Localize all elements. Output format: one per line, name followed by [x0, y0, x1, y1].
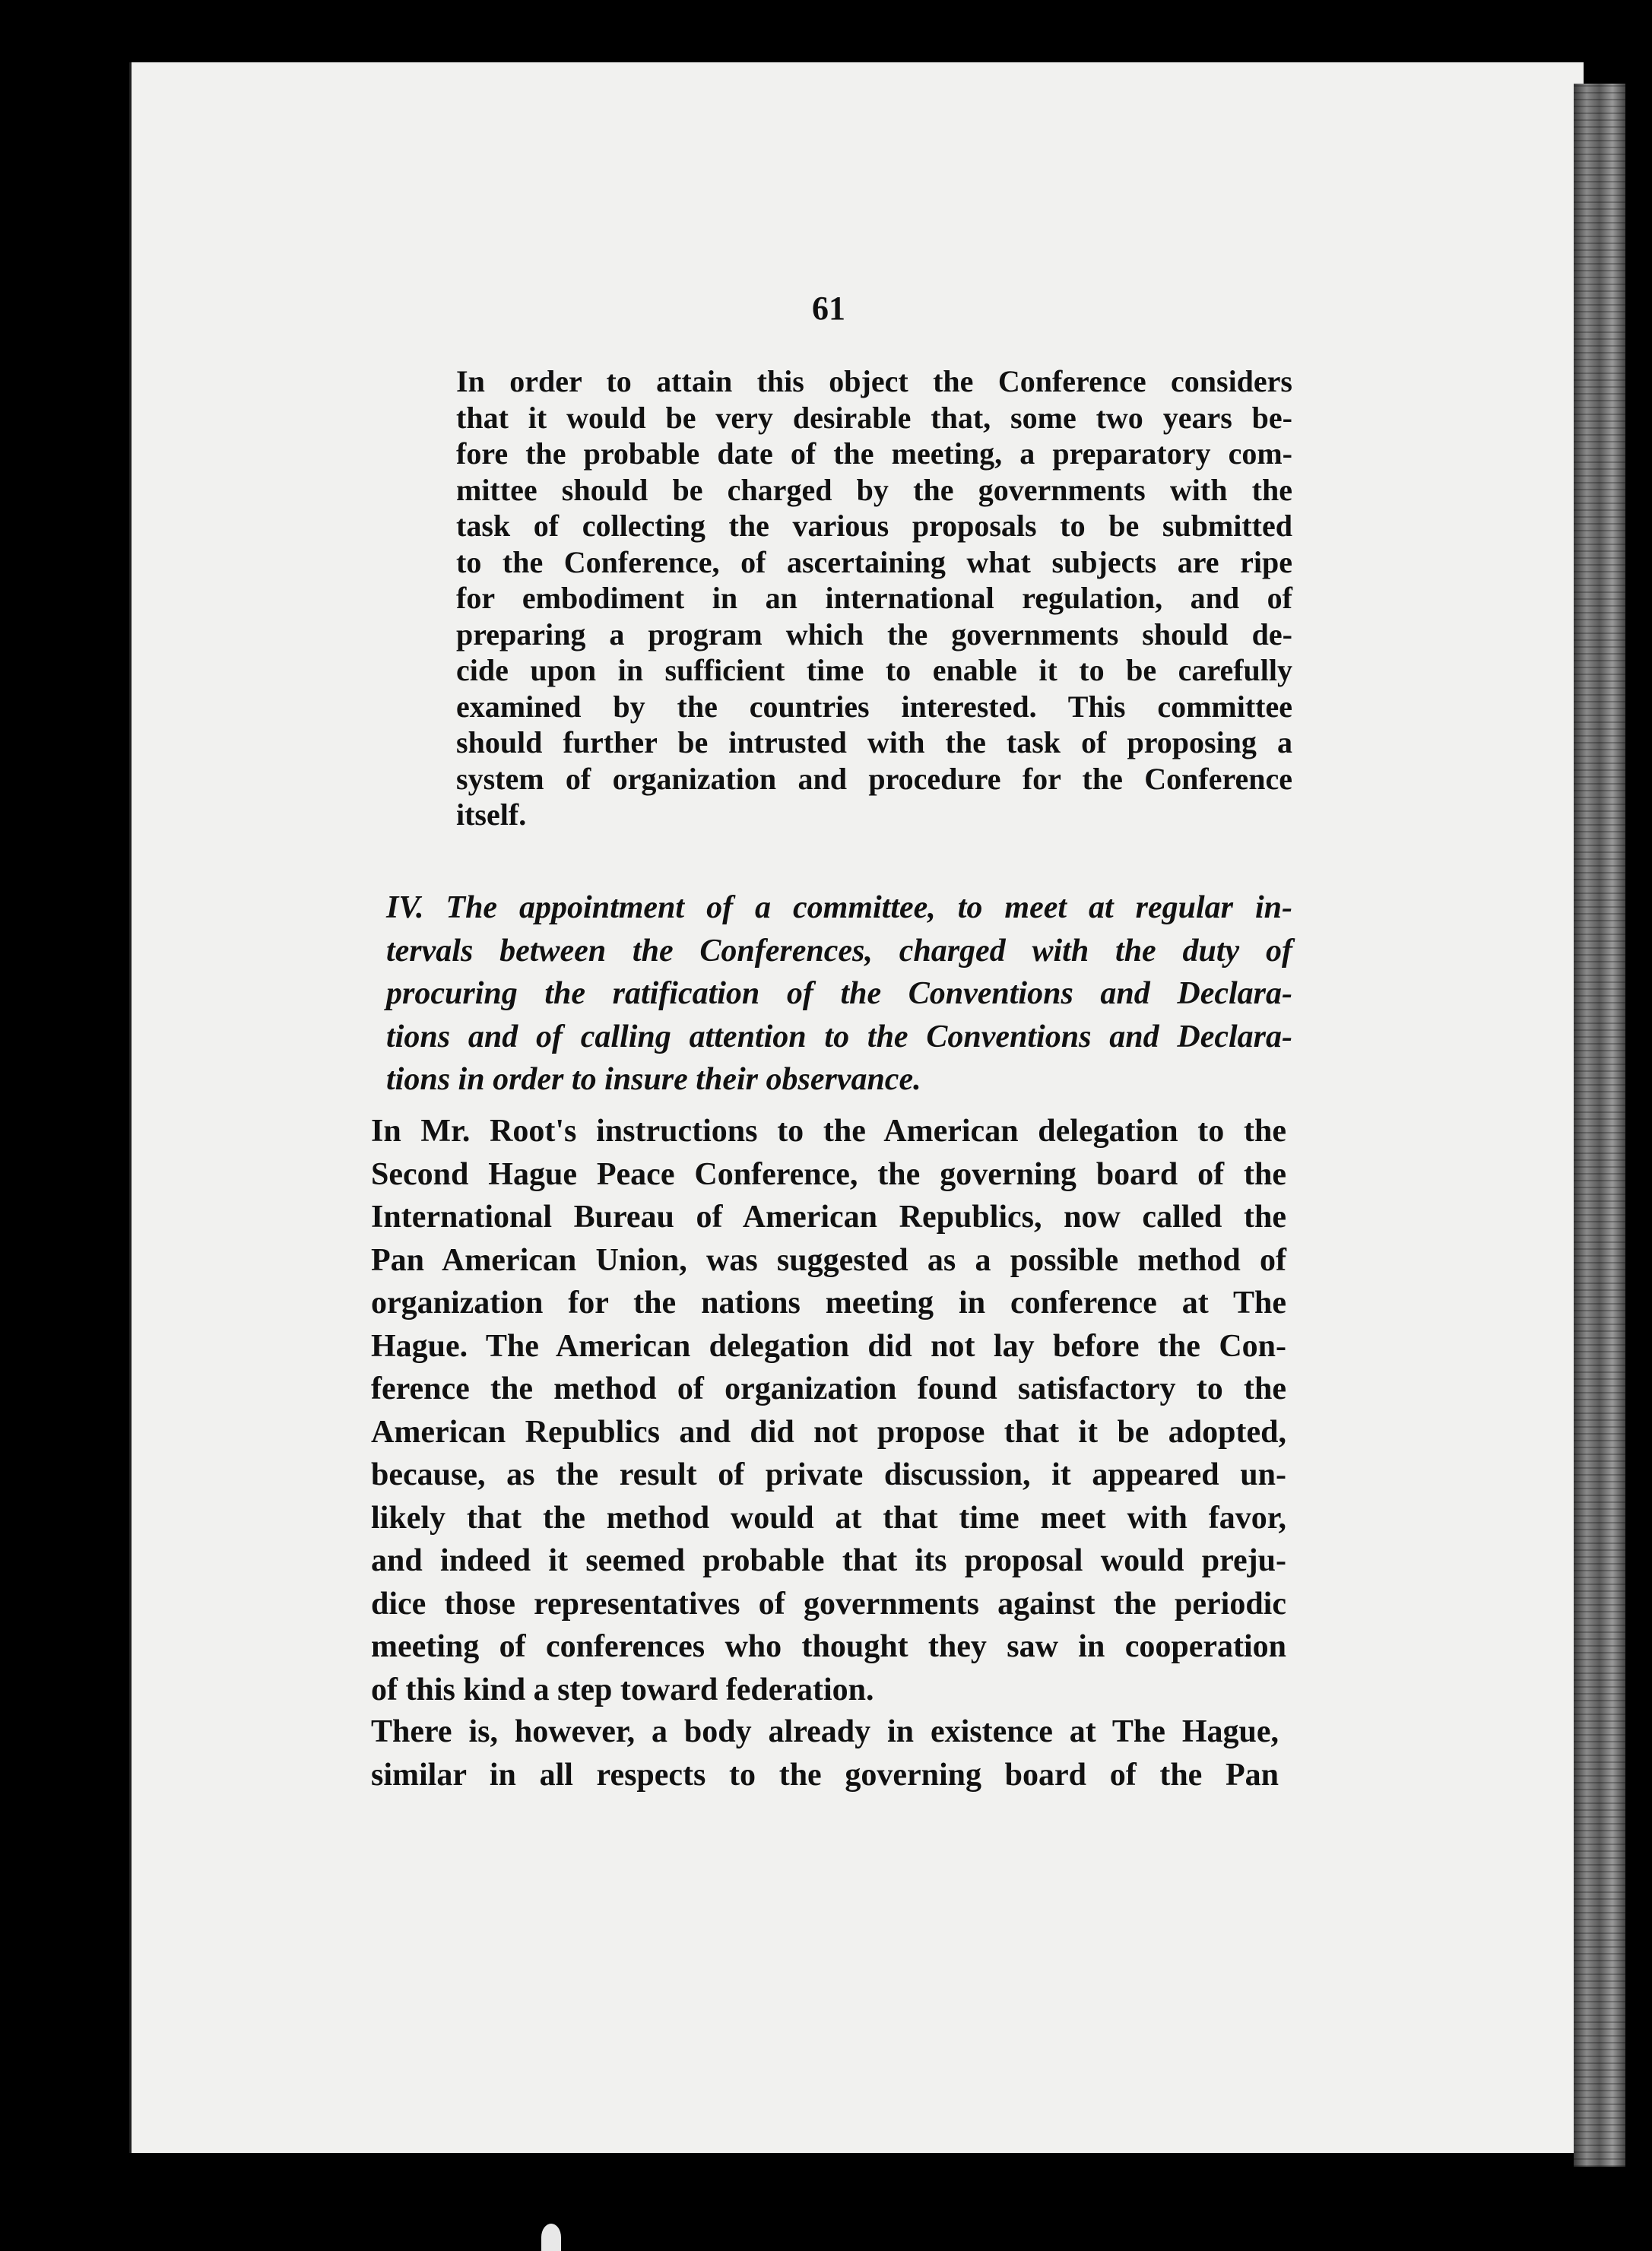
text-line: tervals between the Conferences, charged with the duty of: [386, 933, 1292, 969]
page-number: 61: [812, 290, 845, 327]
scan-smudge-mark: [541, 2224, 561, 2251]
text-line: should further be intrusted with the task of proposing a: [456, 725, 1292, 759]
paragraph-preparatory-committee: [418, 363, 1292, 833]
text-line: itself.: [456, 797, 527, 832]
text-line: preparing a program which the governments should de-: [456, 617, 1292, 652]
text-line: similar in all respects to the governing board of the Pan: [371, 1757, 1279, 1793]
paragraph-root-instructions: [344, 1110, 1286, 1711]
paragraph-item-iv: [350, 886, 1292, 1102]
text-line: to the Conference, of ascertaining what subjects are ripe: [456, 544, 1292, 579]
page-edge-lines: [1574, 84, 1625, 2167]
text-line: IV. The appointment of a committee, to meet at regular in-: [386, 890, 1292, 925]
text-line: because, as the result of private discussion, it appeared un-: [371, 1457, 1286, 1492]
text-line: tions and of calling attention to the Conventions and Declara-: [386, 1019, 1292, 1054]
text-line: In Mr. Root's instructions to the American delegation to the: [371, 1114, 1286, 1149]
text-line: There is, however, a body already in existence at The Hague,: [371, 1714, 1279, 1749]
paragraph-hague-body: [336, 1710, 1279, 1796]
text-line: Pan American Union, was suggested as a possible method of: [371, 1242, 1286, 1278]
text-line: for embodiment in an international regulation, and of: [456, 581, 1292, 615]
text-line: that it would be very desirable that, some two years be-: [456, 400, 1292, 435]
text-line: Hague. The American delegation did not lay before the Con-: [371, 1328, 1286, 1364]
text-line: likely that the method would at that time meet with favor,: [371, 1500, 1286, 1536]
text-line: American Republics and did not propose that it be adopted,: [371, 1414, 1286, 1450]
text-line: examined by the countries interested. This committee: [456, 689, 1292, 724]
text-line: tions in order to insure their observance.: [386, 1062, 921, 1097]
text-line: fore the probable date of the meeting, a preparatory com-: [456, 436, 1292, 471]
text-line: system of organization and procedure for the Conference: [456, 761, 1292, 796]
scan-left-margin: [0, 0, 129, 2251]
text-line: Second Hague Peace Conference, the governing board of the: [371, 1156, 1286, 1192]
text-line: dice those representatives of governments against the periodic: [371, 1586, 1286, 1622]
text-line: of this kind a step toward federation.: [371, 1672, 874, 1707]
text-line: organization for the nations meeting in conference at The: [371, 1286, 1286, 1320]
book-page-edges: [1574, 84, 1625, 2167]
text-line: procuring the ratification of the Conventions and Declara-: [386, 976, 1292, 1011]
text-line: cide upon in sufficient time to enable it to be carefully: [456, 653, 1292, 687]
text-line: ference the method of organization found satisfactory to the: [371, 1371, 1286, 1406]
text-line: meeting of conferences who thought they saw in cooperation: [371, 1629, 1286, 1664]
text-line: International Bureau of American Republics, now called the: [371, 1200, 1286, 1235]
text-line: mittee should be charged by the governments with the: [456, 472, 1292, 507]
text-line: and indeed it seemed probable that its proposal would preju-: [371, 1543, 1286, 1578]
text-line: In order to attain this object the Conference considers: [456, 364, 1292, 398]
text-line: task of collecting the various proposals to be submitted: [456, 509, 1292, 543]
